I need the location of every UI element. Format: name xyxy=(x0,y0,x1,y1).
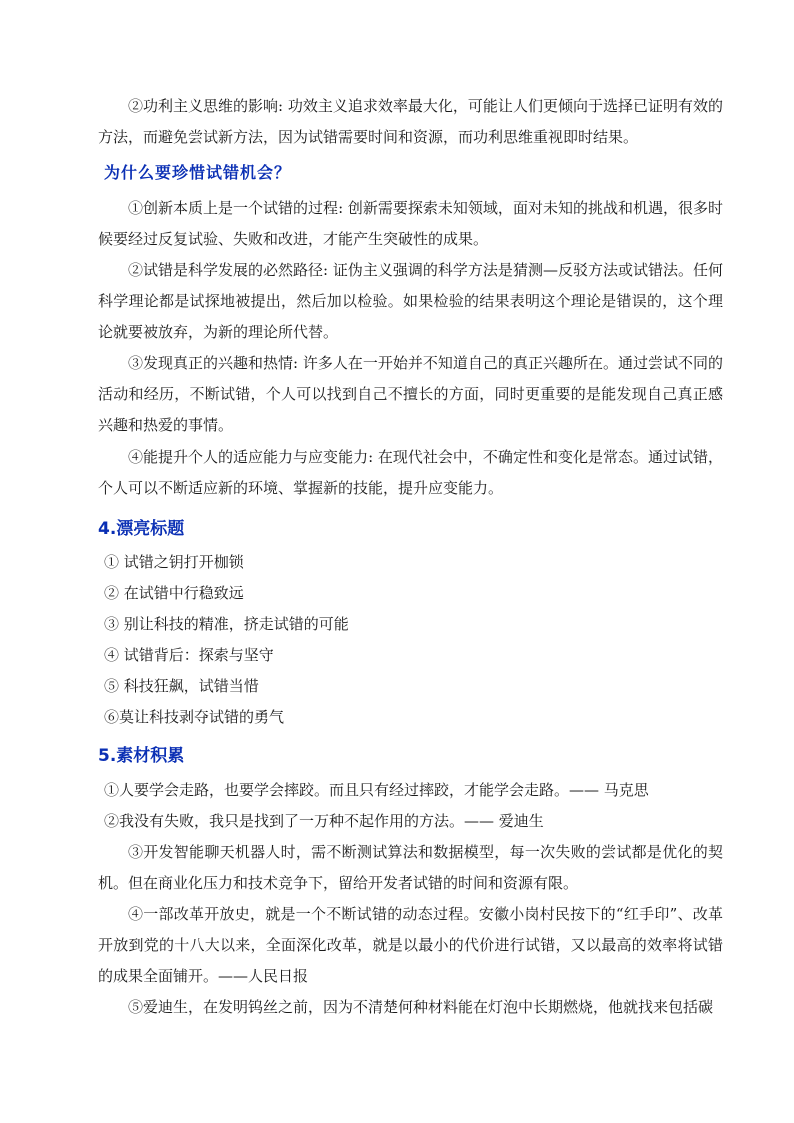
material-item-1: ①人要学会走路，也要学会摔跤。而且只有经过摔跤，才能学会走路。—— 马克思 xyxy=(104,781,649,799)
paragraph-why-3: ③发现真正的兴趣和热情: 许多人在一开始并不知道自己的真正兴趣所在。通过尝试不同的活动和经历，不断试错，个人可以找到自己不擅长的方面，同时更重要的是能发现自己真正感兴趣和热爱的事情。 xyxy=(98,354,723,434)
paragraph-why-2: ②试错是科学发展的必然路径: 证伪主义强调的科学方法是猜测—反驳方法或试错法。任何科学理论都是试探地被提出，然后加以检验。如果检验的结果表明这个理论是错误的，这个理论就要被放弃，为新的理论所代替。 xyxy=(98,261,723,341)
title-item-1: ① 试错之钥打开枷锁 xyxy=(104,553,244,571)
paragraph-why-1: ①创新本质上是一个试错的过程: 创新需要探索未知领域，面对未知的挑战和机遇，很多时候要经过反复试验、失败和改进，才能产生突破性的成果。 xyxy=(98,199,723,248)
material-item-2: ②我没有失败，我只是找到了一万种不起作用的方法。—— 爱迪生 xyxy=(104,812,544,830)
title-item-6: ⑥莫让科技剥夺试错的勇气 xyxy=(104,708,285,726)
heading-beautiful-titles: 4.漂亮标题 xyxy=(98,519,185,539)
title-item-2: ② 在试错中行稳致远 xyxy=(104,584,244,602)
heading-why-cherish-trial: 为什么要珍惜试错机会？ xyxy=(104,163,292,182)
title-item-3: ③ 别让科技的精准，挤走试错的可能 xyxy=(104,615,349,633)
title-item-4: ④ 试错背后：探索与坚守 xyxy=(104,646,274,664)
material-item-4: ④一部改革开放史，就是一个不断试错的动态过程。安徽小岗村民按下的“红手印”、改革开放到党的十八大以来，全面深化改革，就是以最小的代价进行试错，又以最高的效率将试错的成果全面铺开。——人民日报 xyxy=(98,905,723,985)
material-item-3: ③开发智能聊天机器人时，需不断测试算法和数据模型，每一次失败的尝试都是优化的契机。但在商业化压力和技术竞争下，留给开发者试错的时间和资源有限。 xyxy=(98,843,723,892)
material-item-5: ⑤爱迪生，在发明钨丝之前，因为不清楚何种材料能在灯泡中长期燃烧，他就找来包括碳 xyxy=(128,998,714,1016)
paragraph-utilitarian: ②功利主义思维的影响: 功效主义追求效率最大化，可能让人们更倾向于选择已证明有效的方法，而避免尝试新方法，因为试错需要时间和资源，而功利思维重视即时结果。 xyxy=(98,97,723,146)
title-item-5: ⑤ 科技狂飙，试错当惜 xyxy=(104,677,259,695)
heading-material-accumulation: 5.素材积累 xyxy=(98,746,185,766)
paragraph-why-4: ④能提升个人的适应能力与应变能力: 在现代社会中，不确定性和变化是常态。通过试错，个人可以不断适应新的环境、掌握新的技能，提升应变能力。 xyxy=(98,448,723,497)
